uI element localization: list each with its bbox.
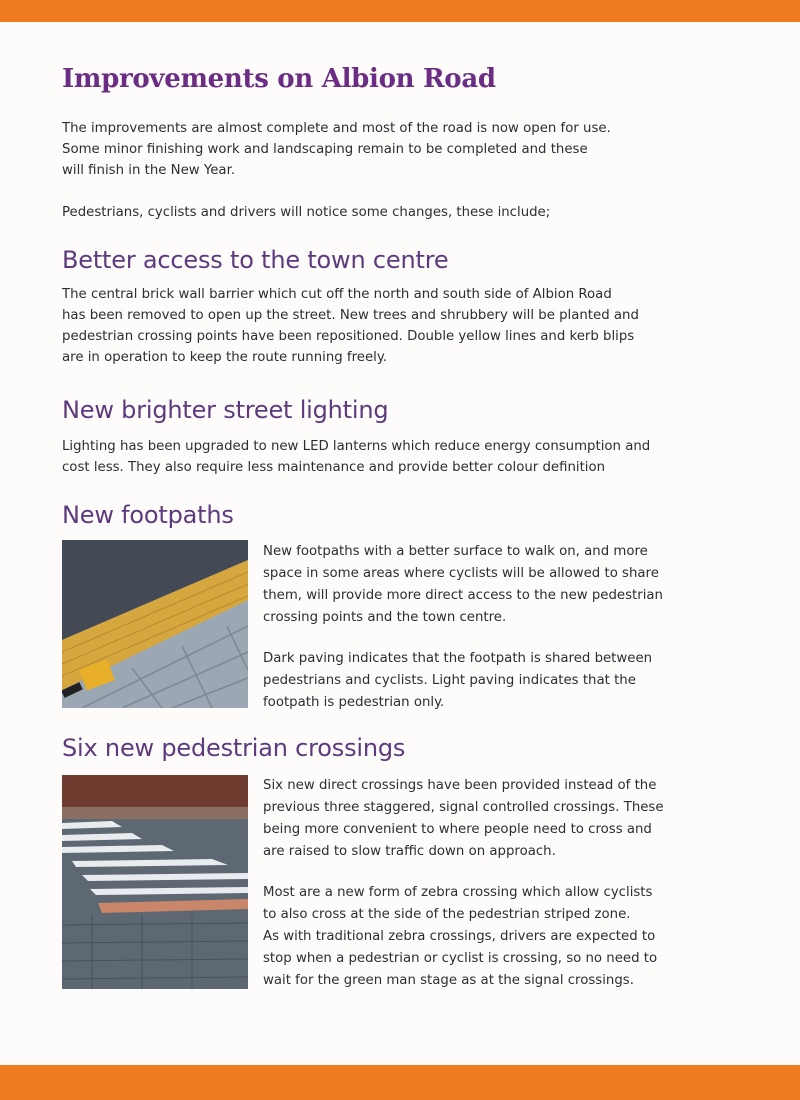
- body-line: New footpaths with a better surface to walk on, and more: [263, 544, 648, 559]
- intro-line: The improvements are almost complete and most of the road is now open for use.: [62, 121, 611, 136]
- footpath-photo: [62, 540, 248, 708]
- body-line: stop when a pedestrian or cyclist is crossing, so no need to: [263, 951, 658, 966]
- body-line: Lighting has been upgraded to new LED lanterns which reduce energy consumption and: [62, 439, 651, 454]
- top-orange-band: [0, 0, 800, 22]
- body-line: The central brick wall barrier which cut off the north and south side of Albion Road: [62, 287, 612, 302]
- section-body-lighting: [62, 436, 650, 478]
- section-body-access: [62, 284, 639, 368]
- body-line: pedestrian crossing points have been repositioned. Double yellow lines and kerb blips: [62, 329, 635, 344]
- section-heading-footpaths: New footpaths: [62, 501, 234, 529]
- body-line: wait for the green man stage as at the signal crossings.: [263, 973, 634, 988]
- body-line: are raised to slow traffic down on approach.: [263, 844, 556, 859]
- intro-paragraph: [62, 118, 611, 181]
- body-line: Most are a new form of zebra crossing which allow cyclists: [263, 885, 653, 900]
- body-line: are in operation to keep the route running freely.: [62, 350, 388, 365]
- body-line: to also cross at the side of the pedestrian striped zone.: [263, 907, 631, 922]
- crossings-paragraph-1: [263, 775, 723, 863]
- section-heading-crossings: Six new pedestrian crossings: [62, 734, 406, 762]
- intro-line: will finish in the New Year.: [62, 163, 236, 178]
- crossing-photo: [62, 775, 248, 989]
- body-line: Dark paving indicates that the footpath is shared between: [263, 651, 653, 666]
- footpaths-paragraph-2: [263, 648, 723, 714]
- body-line: them, will provide more direct access to the new pedestrian: [263, 588, 663, 603]
- body-line: Six new direct crossings have been provided instead of the: [263, 778, 657, 793]
- lead-paragraph: Pedestrians, cyclists and drivers will notice some changes, these include;: [62, 205, 551, 220]
- body-line: has been removed to open up the street. New trees and shrubbery will be planted and: [62, 308, 639, 323]
- body-line: footpath is pedestrian only.: [263, 695, 445, 710]
- intro-line: Some minor finishing work and landscaping remain to be completed and these: [62, 142, 588, 157]
- body-line: space in some areas where cyclists will be allowed to share: [263, 566, 659, 581]
- body-line: As with traditional zebra crossings, drivers are expected to: [263, 929, 656, 944]
- bottom-orange-band: [0, 1065, 800, 1100]
- body-line: being more convenient to where people need to cross and: [263, 822, 652, 837]
- crossings-paragraph-2: [263, 882, 723, 992]
- footpath-paving-image: [62, 540, 248, 708]
- section-heading-access: Better access to the town centre: [62, 246, 449, 274]
- section-heading-lighting: New brighter street lighting: [62, 396, 389, 424]
- page-title: Improvements on Albion Road: [62, 64, 496, 94]
- body-line: pedestrians and cyclists. Light paving indicates that the: [263, 673, 636, 688]
- body-line: previous three staggered, signal controlled crossings. These: [263, 800, 664, 815]
- zebra-crossing-image: [62, 775, 248, 989]
- body-line: crossing points and the town centre.: [263, 610, 507, 625]
- footpaths-paragraph-1: [263, 541, 723, 629]
- body-line: cost less. They also require less maintenance and provide better colour definition: [62, 460, 606, 475]
